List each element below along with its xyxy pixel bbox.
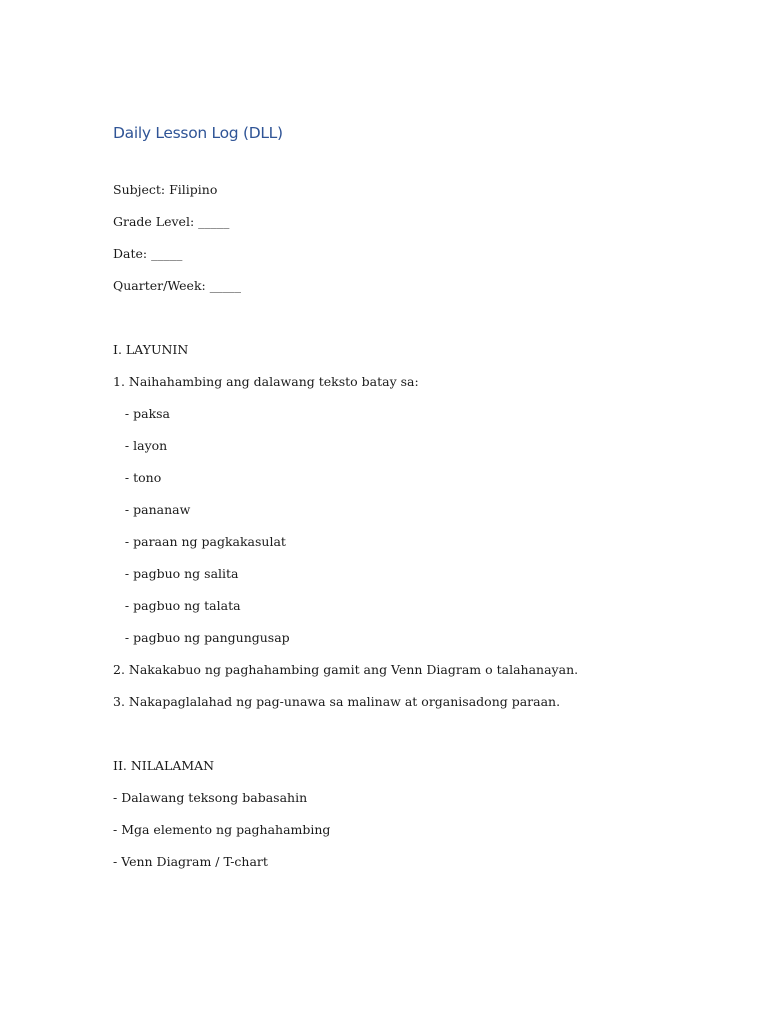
objective-item: 2. Nakakabuo ng paghahambing gamit ang Venn Diagram o talahanayan. — [113, 662, 579, 677]
date-line: Date: _____ — [113, 246, 183, 261]
grade-level-line: Grade Level: _____ — [113, 214, 230, 229]
objective-bullet: - pagbuo ng talata — [113, 598, 241, 613]
objective-bullet: - tono — [113, 470, 162, 485]
objective-bullet: - layon — [113, 438, 168, 453]
objective-bullet: - paksa — [113, 406, 171, 421]
objective-bullet: - pananaw — [113, 502, 191, 517]
objective-bullet: - pagbuo ng pangungusap — [113, 630, 290, 645]
section-heading-layunin: I. LAYUNIN — [113, 342, 189, 357]
quarter-week-line: Quarter/Week: _____ — [113, 278, 241, 293]
objective-item: 3. Nakapaglalahad ng pag-unawa sa malinaw at organisadong paraan. — [113, 694, 561, 709]
subject-line: Subject: Filipino — [113, 182, 218, 197]
objective-bullet: - pagbuo ng salita — [113, 566, 239, 581]
content-item: - Mga elemento ng paghahambing — [113, 822, 331, 837]
content-item: - Dalawang teksong babasahin — [113, 790, 308, 805]
objective-bullet: - paraan ng pagkakasulat — [113, 534, 286, 549]
document-title: Daily Lesson Log (DLL) — [113, 124, 283, 142]
section-heading-nilalaman: II. NILALAMAN — [113, 758, 215, 773]
content-item: - Venn Diagram / T-chart — [113, 854, 268, 869]
objective-item: 1. Naihahambing ang dalawang teksto batay sa: — [113, 374, 419, 389]
